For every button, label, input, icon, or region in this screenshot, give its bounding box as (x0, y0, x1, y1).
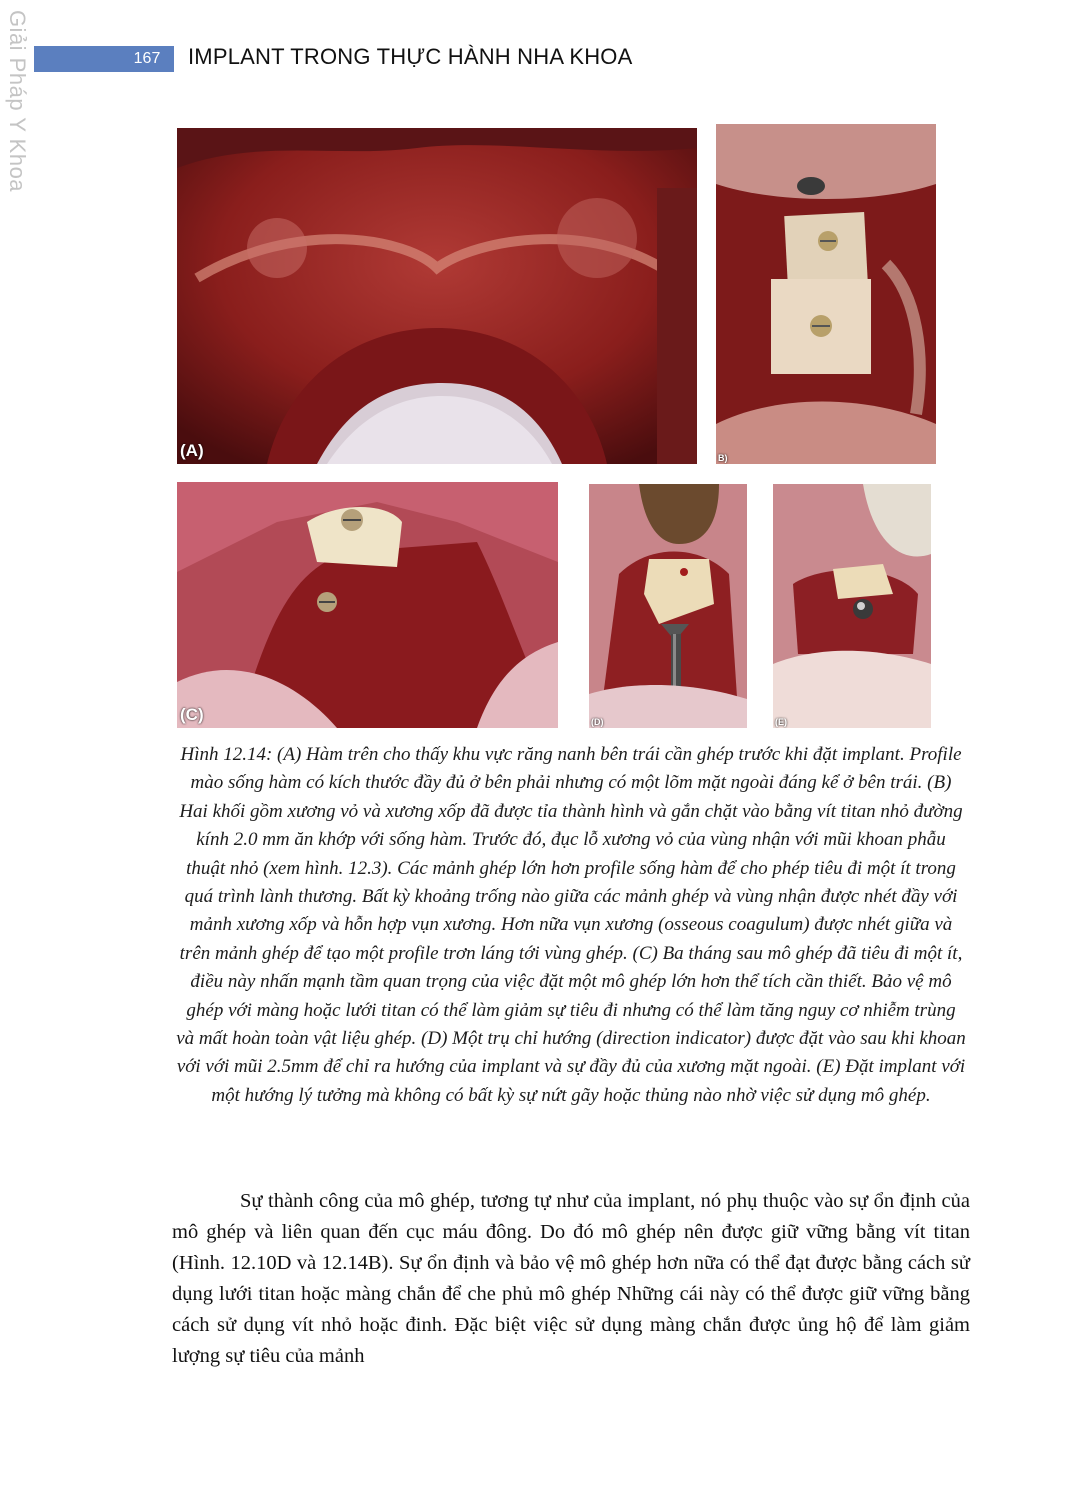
page-number: 167 (133, 50, 161, 67)
running-title: IMPLANT TRONG THỰC HÀNH NHA KHOA (188, 44, 633, 69)
figure-c-photo (177, 482, 558, 728)
figure-e-label: (E) (775, 717, 787, 727)
figure-b-photo (716, 124, 936, 464)
figure-d-photo (589, 484, 747, 728)
watermark: Giải Pháp Y Khoa (5, 9, 30, 193)
figure-a-label: (A) (180, 441, 204, 460)
figure-caption: Hình 12.14: (A) Hàm trên cho thấy khu vực răng nanh bên trái cần ghép trước khi đặt implant. Profile mào sống hàm có kích thước đầy đủ ở bên phải nhưng có một lõm mặt ngoài đáng kể ở bên trái. (B) Hai khối gồm xương vỏ và xương xốp đã được tỉa thành hình và gắn chặt vào bằng vít titan nhỏ đường kính 2.0 mm ăn khớp với sống hàm. Trước đó, đục lỗ xương vỏ của vùng nhận với mũi khoan phẫu thuật nhỏ (xem hình. 12.3). Các mảnh ghép lớn hơn profile sống hàm để cho phép tiêu đi một ít trong quá trình lành thương. Bất kỳ khoảng trống nào giữa các mảnh ghép và vùng nhận được nhét đầy với mảnh xương xốp và hỗn hợp vụn xương. Hơn nữa vụn xương (osseous coagulum) được nhét giữa và trên mảnh ghép để tạo một profile trơn láng tới vùng ghép. (C) Ba tháng sau mô ghép đã tiêu đi một ít, điều này nhấn mạnh tầm quan trọng của việc đặt một mô ghép lớn hơn thể tích cần thiết. Bảo vệ mô ghép với màng hoặc lưới titan có thể làm giảm sự tiêu đi nhưng có thể làm tăng nguy cơ nhiễm trùng và mất hoàn toàn vật liệu ghép. (D) Một trụ chỉ hướng (direction indicator) được đặt vào sau khi khoan với với mũi 2.5mm để chỉ ra hướng của implant và sự đầy đủ của xương mặt ngoài. (E) Đặt implant với một hướng lý tưởng mà không có bất kỳ sự nứt gãy hoặc thủng nào nhờ việc sử dụng mô ghép. (176, 744, 966, 1106)
body-paragraph: Sự thành công của mô ghép, tương tự như của implant, nó phụ thuộc vào sự ổn định của mô ghép và liên quan đến cục máu đông. Do đó mô ghép nên được giữ vững bằng vít titan (Hình. 12.10D và 12.14B). Sự ổn định và bảo vệ mô ghép hơn nữa có thể đạt được bằng cách sử dụng lưới titan hoặc màng chắn để che phủ mô ghép Những cái này có thể được giữ vững bằng cách sử dụng vít nhỏ hoặc đinh. Đặc biệt việc sử dụng màng chắn được ủng hộ để làm giảm lượng sự tiêu của mảnh (172, 1190, 970, 1367)
figure-d-label: (D) (591, 717, 604, 727)
figure-b-label: B) (718, 453, 728, 463)
figure-e-photo (773, 484, 931, 728)
figure-a-photo (177, 128, 697, 464)
figure-c-label: (C) (180, 705, 204, 724)
